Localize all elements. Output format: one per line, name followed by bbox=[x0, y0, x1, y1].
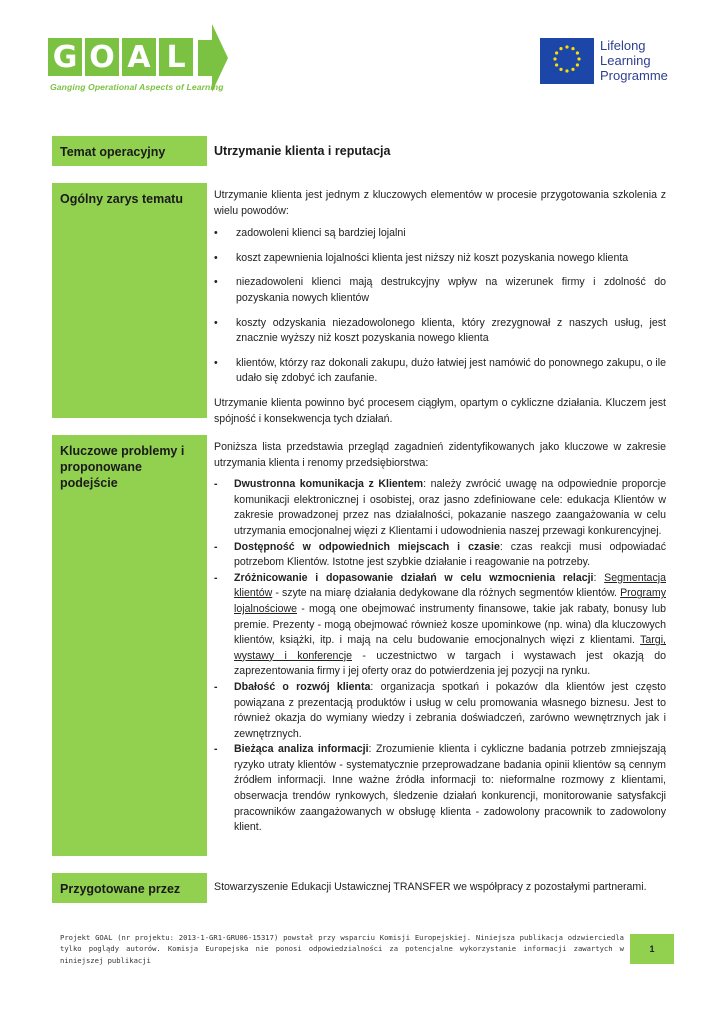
bullet-icon: • bbox=[214, 276, 218, 289]
programme-line: Programme bbox=[600, 68, 668, 83]
item-text: - mogą one obejmować instrumenty finansowe, takie jak rabaty, bonusy lub premie. Prezenty - mogą obejmować również kosze upominkowe (np. wina) dla kluczowych klientów, książki, itp. i mają na celu budowanie emocjonalnych więzi z klientami. bbox=[234, 602, 666, 647]
dash-icon: - bbox=[214, 478, 218, 491]
list-item-text: zadowoleni klienci są bardziej lojalni bbox=[236, 227, 406, 240]
goal-logo bbox=[48, 24, 228, 98]
item-subheading: Programy lojalnościowe bbox=[234, 587, 666, 615]
list-item-text: klientów, którzy raz dokonali zakupu, dużo łatwiej jest namówić do ponownego zakupu, o ile udało się zdobyć ich zaufanie. bbox=[236, 356, 666, 385]
outline-intro: Utrzymanie klienta jest jednym z kluczowych elementów w procesie przygotowania szkolenia z wielu powodów: bbox=[214, 189, 666, 217]
item-title: Dbałość o rozwój klienta bbox=[234, 680, 371, 693]
programme-name bbox=[600, 38, 668, 83]
item-text: : należy zwrócić uwagę na odpowiednie proporcje komunikacji elektronicznej i osobistej, oraz jasno zdefiniowane cele: edukacja Klientów w zakresie prowadzonej przez nas działalności, pokazanie naszego zaangażowania w celu utrzymania emocjonalnej więzi z Klientami i udowodnienia naszej przewagi konkurencyjnej. bbox=[234, 478, 666, 537]
list-item bbox=[214, 742, 666, 836]
dash-icon: - bbox=[214, 680, 218, 693]
label-cell bbox=[52, 435, 207, 856]
item-text: : Zrozumienie klienta i cykliczne badania potrzeb zmniejszają ryzyko utraty klientów - systematycznie przeprowadzane badania opinii klientów są cennym źródłem informacji. Inne ważne źródła informacji to: nieformalne rozmowy z klientami, obserwacja trendów rynkowych, śledzenie działań konkurencji, monitorowanie satysfakcji pracowników zaangażowanych w obsługę klienta - zadowolony pracownik to zadowolony klient. bbox=[234, 743, 666, 834]
label-cell bbox=[52, 136, 207, 166]
row-issues bbox=[52, 435, 674, 856]
issues-content bbox=[214, 440, 666, 836]
programme-line: Lifelong bbox=[600, 38, 646, 53]
bullet-icon: • bbox=[214, 356, 218, 369]
outline-content bbox=[214, 188, 666, 434]
row-topic bbox=[52, 136, 674, 166]
goal-logo-letters bbox=[48, 38, 193, 76]
list-item-text: niezadowoleni klienci mają destrukcyjny wpływ na wizerunek firmy i zdolność do pozyskania nowych klientów bbox=[236, 276, 666, 304]
topic-value: Utrzymanie klienta i reputacja bbox=[214, 144, 391, 158]
issues-intro: Poniższa lista przedstawia przegląd zagadnień zidentyfikowanych jako kluczowe w zakresie utrzymania klienta i renomy przedsiębiorstwa: bbox=[214, 441, 666, 469]
logo-tagline: Ganging Operational Aspects of Learning bbox=[50, 82, 224, 92]
list-item bbox=[214, 540, 666, 571]
dash-icon: - bbox=[214, 540, 218, 553]
list-item-text: koszt zapewnienia lojalności klienta jest niższy niż koszt pozyskania nowego klienta bbox=[236, 251, 629, 264]
prepared-value: Stowarzyszenie Edukacji Ustawicznej TRANSFER we współpracy z pozostałymi partnerami. bbox=[214, 881, 647, 893]
item-text: : organizacja spotkań i pokazów dla klientów jest często powiązana z prezentacją produktów i usług w celu promowania własnego biznesu. Jest to również okazja do wymiany wiedzy i zebrania doświadczeń, zarówno wewnętrznych jak i zewnętrznych. bbox=[234, 680, 666, 740]
row-label: Kluczowe problemy i proponowane podejście bbox=[60, 444, 185, 490]
label-cell bbox=[52, 183, 207, 418]
item-text: - szyte na miarę działania dedykowane dla różnych segmentów klientów. bbox=[272, 587, 621, 600]
list-item bbox=[214, 680, 666, 742]
list-item bbox=[214, 251, 666, 267]
list-item-text: koszty odzyskania niezadowolonego klienta, który zrezygnował z naszych usług, jest znacznie wyższy niż koszt pozyskania nowego klienta bbox=[236, 316, 666, 345]
footer-disclaimer: Projekt GOAL (nr projektu: 2013-1-GR1-GRU06-15317) powstał przy wsparciu Komisji Europejskiej. Niniejsza publikacja odzwierciedla tylko poglądy autorów. Komisja Europejska nie ponosi odpowiedzialności za potencjalne wykorzystanie informacji zawartych w niniejszej publikacji bbox=[60, 933, 624, 965]
row-label: Przygotowane przez bbox=[60, 882, 181, 896]
goal-letter: L bbox=[159, 38, 193, 76]
dash-icon: - bbox=[214, 571, 218, 584]
item-title: Dostępność w odpowiednich miejscach i czasie bbox=[234, 540, 500, 553]
page-number: 1 bbox=[630, 934, 674, 964]
list-item bbox=[214, 275, 666, 306]
item-title: Dwustronna komunikacja z Klientem bbox=[234, 478, 424, 491]
list-item bbox=[214, 226, 666, 242]
item-subheading: Targi, wystawy i konferencje bbox=[234, 634, 666, 662]
goal-letter: A bbox=[122, 38, 156, 76]
lifelong-learning-logo bbox=[540, 38, 680, 86]
bullet-icon: • bbox=[214, 251, 218, 264]
outline-outro: Utrzymanie klienta powinno być procesem ciągłym, opartym o cykliczne działania. Kluczem jest spójność i konsekwencja tych działań. bbox=[214, 396, 666, 425]
programme-line: Learning bbox=[600, 53, 651, 68]
item-text: : czas reakcji musi odpowiadać potrzebom Klientów. Istotne jest szybkie działanie i reagowanie na potrzeby. bbox=[234, 540, 666, 569]
row-label: Ogólny zarys tematu bbox=[60, 192, 183, 206]
bullet-icon: • bbox=[214, 227, 218, 240]
item-subheading: Segmentacja klientów bbox=[234, 571, 666, 600]
list-item bbox=[214, 316, 666, 347]
item-title: Zróżnicowanie i dopasowanie działań w celu wzmocnienia relacji bbox=[234, 571, 594, 584]
goal-letter: O bbox=[85, 38, 119, 76]
list-item bbox=[214, 571, 666, 680]
item-text: : bbox=[593, 571, 605, 584]
goal-letter: G bbox=[48, 38, 82, 76]
row-label: Temat operacyjny bbox=[60, 145, 166, 159]
row-prepared bbox=[52, 873, 674, 903]
row-outline bbox=[52, 183, 674, 425]
bullet-icon: • bbox=[214, 316, 218, 329]
list-item bbox=[214, 477, 666, 539]
item-text: - uczestnictwo w targach i wystawach jest okazją do zaprezentowania firmy i jej oferty oraz do potwierdzenia jej pozycji na rynku. bbox=[234, 649, 666, 678]
list-item bbox=[214, 356, 666, 387]
label-cell bbox=[52, 873, 207, 903]
item-title: Bieżąca analiza informacji bbox=[234, 743, 369, 756]
dash-icon: - bbox=[214, 743, 218, 756]
eu-flag-icon bbox=[540, 38, 594, 84]
